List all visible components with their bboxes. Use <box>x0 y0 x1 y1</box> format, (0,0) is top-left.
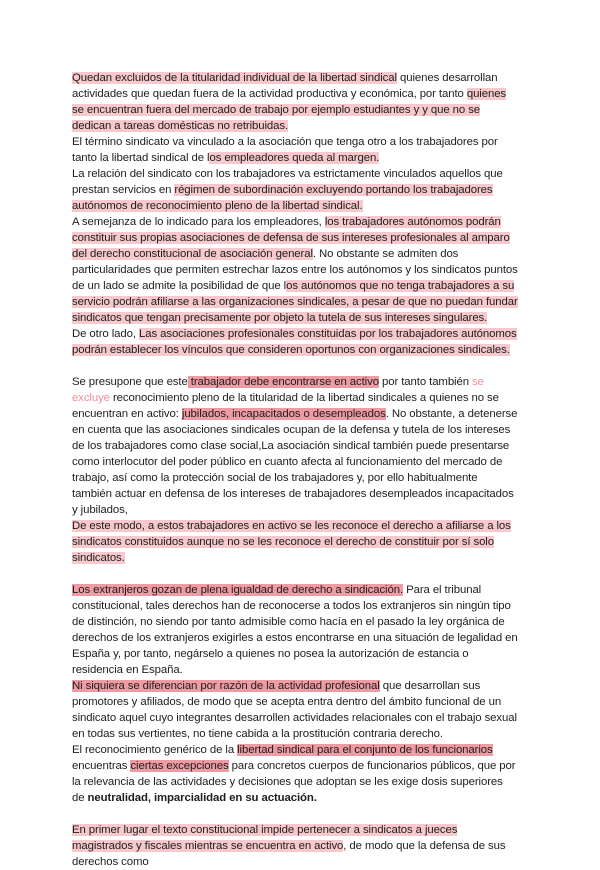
paragraph <box>72 742 518 806</box>
text-run: El término sindicato va vinculado a la asociación que tenga otro a los trabajadores por tanto la libertad sindical de l <box>72 136 498 164</box>
text-run: , de modo que se acepta entra dentro del ámbito funcional de un sindicato aquel cuyo integrantes desarrollen actividades relacionales con el trabajo sexual en todas sus vertientes, no tiene cabida a la prostitución contraria derecho. <box>72 696 517 740</box>
text-run: para concretos cuerpos de funcionarios públicos, que por la relevancia de las actividades y decisiones que adoptan se les exige dosis superiores de <box>72 760 516 804</box>
paragraph <box>72 326 518 358</box>
text-run: Se presupone que este <box>72 376 188 388</box>
highlighted-text: ciertas excepciones <box>130 760 229 772</box>
paragraph <box>72 166 518 214</box>
paragraph <box>72 582 518 678</box>
highlighted-text: Ni siquiera se diferencian por razón de la actividad profesional <box>72 680 380 692</box>
highlighted-text: De este modo, a estos trabajadores en activo se les reconoce el derecho a afiliarse a los sindicatos constituidos aunque no se les reconoce el derecho de constituir por sí solo sindicatos. <box>72 520 511 564</box>
text-run: por tanto también <box>378 376 473 388</box>
document-body <box>72 70 518 870</box>
highlighted-text: Quedan excluidos de la titularidad individual de la libertad sindical <box>72 72 397 84</box>
text-run: . No obstante se admiten dos particularidades que permiten estrechar lazos entre los autónomos y los sindicatos puntos de un lado se admite la posibilidad de que l <box>72 248 518 292</box>
highlighted-text: trabajador debe encontrarse en activo <box>187 376 379 388</box>
paragraph <box>72 822 518 870</box>
paragraph <box>72 70 518 134</box>
text-run: quienes desarrollan actividades que quedan fuera de la actividad productiva y económica, por tanto <box>72 72 498 100</box>
text-run: A semejanza de lo indicado para los empleadores, <box>72 216 325 228</box>
text-run: reconocimiento pleno de la titularidad de la libertad sindicales a quienes no se encuentran en activo: <box>72 392 499 420</box>
highlighted-text: En primer lugar el texto constitucional impide pertenecer a sindicatos a jueces magistrados y fiscales mientras se encuentra en activo <box>72 824 458 852</box>
highlighted-text: los trabajadores autónomos podrán constituir sus propias asociaciones de defensa de sus intereses profesionales al amparo del derecho constitucional de asociación general <box>72 216 510 260</box>
highlighted-text: os autónomos que no tenga trabajadores a su servicio podrán afiliarse a las organizaciones sindicales, a pesar de que no puedan fundar sindicatos que tengan precisamente por objeto la tutela de sus intereses singulares. <box>72 280 518 324</box>
text-run: , de modo que la defensa de sus derechos como <box>72 840 506 868</box>
highlighted-text: os empleadores queda al margen. <box>209 152 380 164</box>
paragraph-spacer <box>72 806 518 822</box>
text-run: encuentras <box>72 760 131 772</box>
highlighted-text: jubilados, incapacitados o desempleados <box>181 408 386 420</box>
paragraph <box>72 518 518 566</box>
highlighted-text: quienes se encuentran fuera del mercado de trabajo por ejemplo estudiantes y y que no se dedican a tareas domésticas no retribuidas. <box>72 88 507 132</box>
text-run: Para el tribunal constitucional, tales derechos han de reconocerse a todos los extranjeros sin ningún tipo de distinción, no siendo por tanto admisible como hacía en el pasado la ley orgánica de derechos de los extranjeros exigirles a estos encontrarse en una situación de legalidad en España y, por tanto, negárselo a quienes no posea la autorización de estancia o residencia en España. <box>72 584 518 676</box>
highlighted-text: régimen de subordinación excluyendo portando los trabajadores autónomos de reconocimiento pleno de la libertad sindical. <box>72 184 493 212</box>
highlighted-text: Los extranjeros gozan de plena igualdad de derecho a sindicación. <box>72 584 404 596</box>
highlighted-text: libertad sindical para el conjunto de los funcionarios <box>237 744 493 756</box>
paragraph <box>72 678 518 742</box>
paragraph-spacer <box>72 358 518 374</box>
text-run: De otro lado, <box>72 328 139 340</box>
text-run: se excluye <box>72 376 484 404</box>
text-run: . No obstante, a detenerse en cuenta que las asociaciones sindicales ocupan de la defensa y tutela de los intereses de los trabajadores como clase social,La asociación sindical también puede presentarse como interlocutor del poder público en cuanto afecta al funcionamiento del mercado de trabajo, así como la protección social de los trabajadores y, por ello habitualmente también actuar en defensa de los intereses de trabajadores desempleados incapacitados y jubilados, <box>72 408 518 516</box>
paragraph <box>72 214 518 326</box>
paragraph <box>72 374 518 518</box>
bold-text: neutralidad, imparcialidad en su actuación. <box>87 792 317 804</box>
highlighted-text: Las asociaciones profesionales constituidas por los trabajadores autónomos podrán establecer los vínculos que consideren oportunos con organizaciones sindicales. <box>72 328 517 356</box>
paragraph <box>72 134 518 166</box>
text-run: El reconocimiento genérico de la <box>72 744 238 756</box>
text-run: La relación del sindicato con los trabajadores va estrictamente vinculados aquellos que prestan servicios en <box>72 168 503 196</box>
text-run: que desarrollan sus promotores y afiliados <box>72 680 481 708</box>
paragraph-spacer <box>72 566 518 582</box>
